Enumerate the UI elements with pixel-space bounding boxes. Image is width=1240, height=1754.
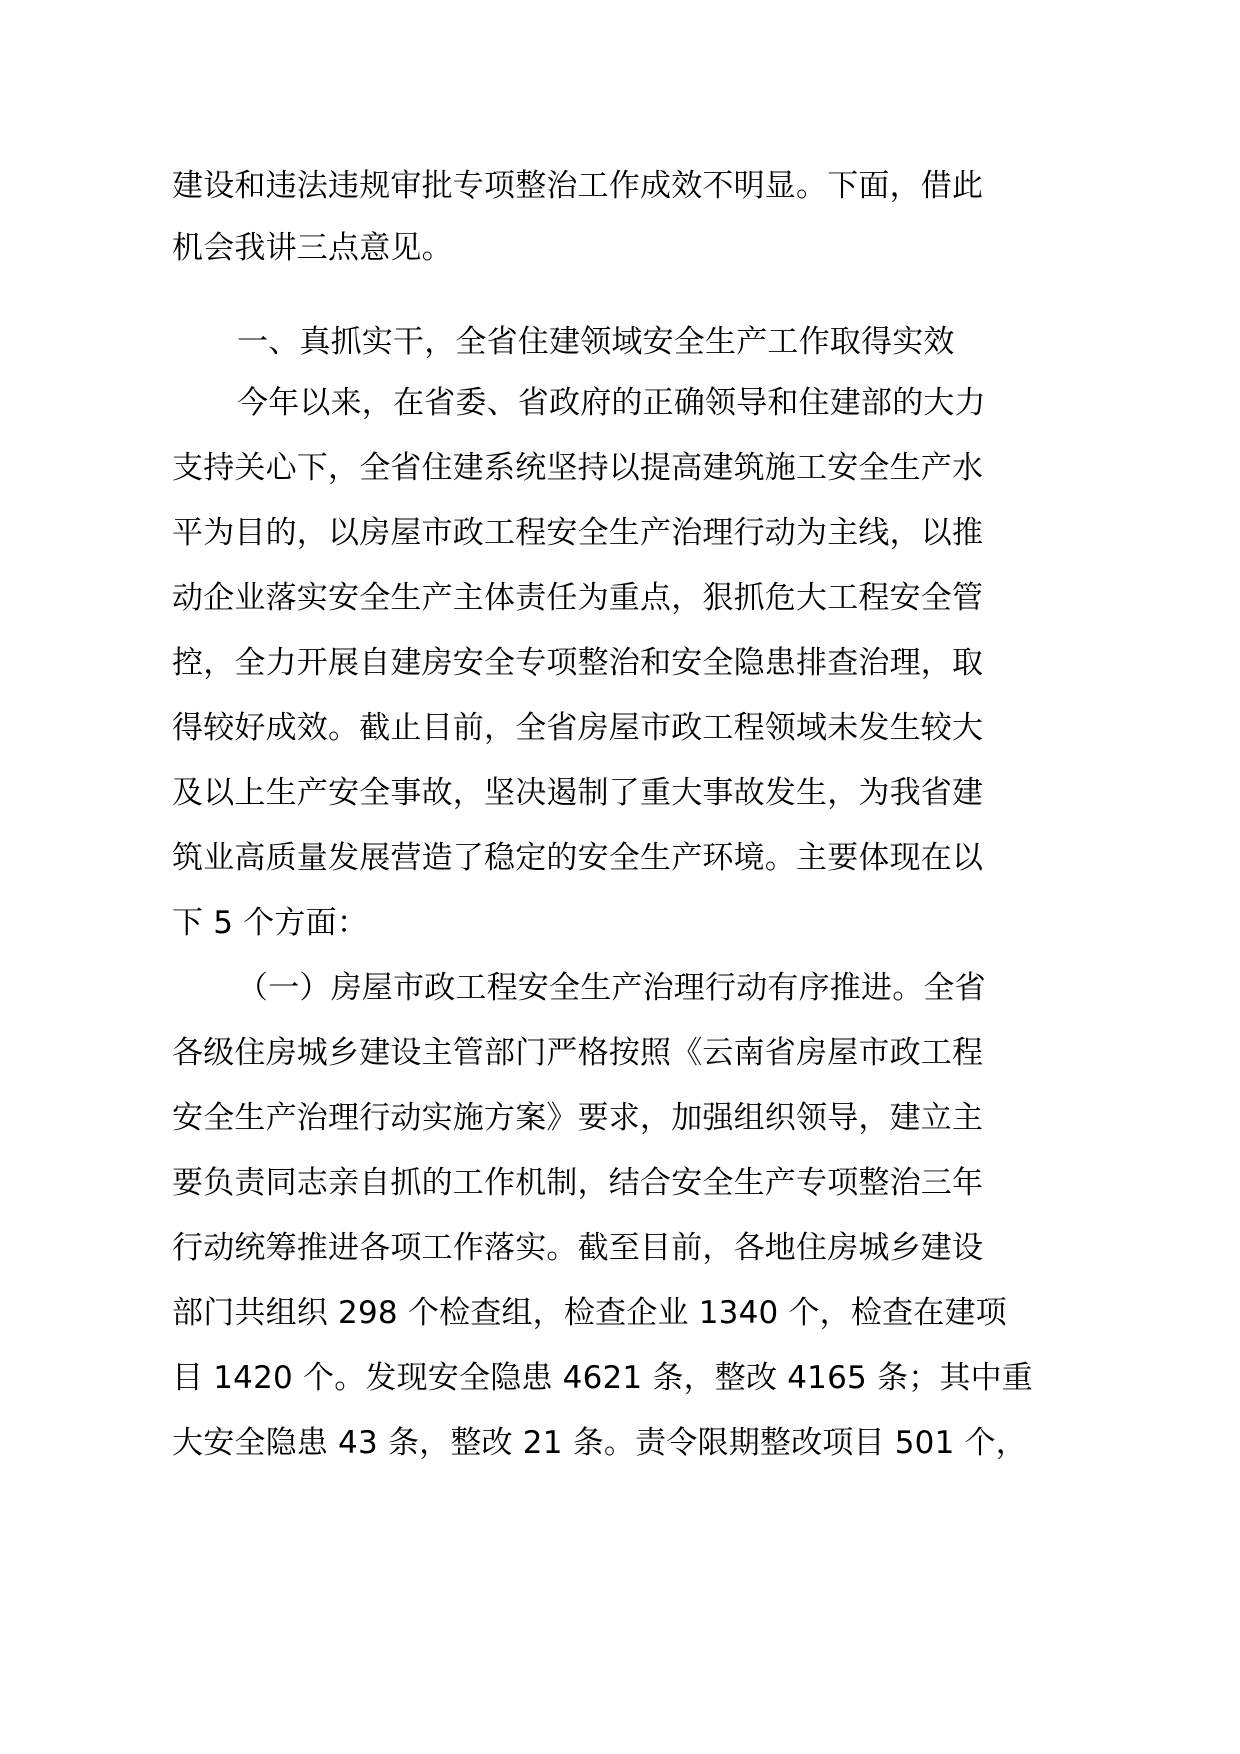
- paragraph-line: 建设和违法违规审批专项整治工作成效不明显。下面，借此: [172, 168, 984, 204]
- paragraph-line: 动企业落实安全生产主体责任为重点，狠抓危大工程安全管: [172, 580, 984, 616]
- subsection-line: （一）房屋市政工程安全生产治理行动有序推进。全省: [237, 970, 986, 1006]
- paragraph-line: 部门共组织 298 个检查组，检查企业 1340 个，检查在建项: [172, 1295, 1007, 1331]
- paragraph-line: 各级住房城乡建设主管部门严格按照《云南省房屋市政工程: [172, 1035, 984, 1071]
- paragraph-line: 机会我讲三点意见。: [172, 230, 453, 266]
- paragraph-line: 筑业高质量发展营造了稳定的安全生产环境。主要体现在以: [172, 840, 984, 876]
- paragraph-line: 要负责同志亲自抓的工作机制，结合安全生产专项整治三年: [172, 1165, 984, 1201]
- paragraph-line: 及以上生产安全事故，坚决遏制了重大事故发生，为我省建: [172, 775, 984, 811]
- paragraph-line: 安全生产治理行动实施方案》要求，加强组织领导，建立主: [172, 1100, 984, 1136]
- paragraph-line: 大安全隐患 43 条，整改 21 条。责令限期整改项目 501 个，: [172, 1425, 1027, 1461]
- paragraph-line: 控，全力开展自建房安全专项整治和安全隐患排查治理，取: [172, 645, 984, 681]
- paragraph-line: 支持关心下，全省住建系统坚持以提高建筑施工安全生产水: [172, 450, 984, 486]
- paragraph-line: 行动统筹推进各项工作落实。截至目前，各地住房城乡建设: [172, 1230, 984, 1266]
- paragraph-line: 得较好成效。截止目前，全省房屋市政工程领域未发生较大: [172, 710, 984, 746]
- paragraph-line: 今年以来，在省委、省政府的正确领导和住建部的大力: [237, 385, 986, 421]
- paragraph-line: 目 1420 个。发现安全隐患 4621 条，整改 4165 条；其中重: [172, 1360, 1033, 1396]
- section-heading: 一、真抓实干，全省住建领域安全生产工作取得实效: [237, 324, 955, 360]
- paragraph-line: 平为目的，以房屋市政工程安全生产治理行动为主线，以推: [172, 515, 984, 551]
- paragraph-line: 下 5 个方面：: [172, 905, 369, 941]
